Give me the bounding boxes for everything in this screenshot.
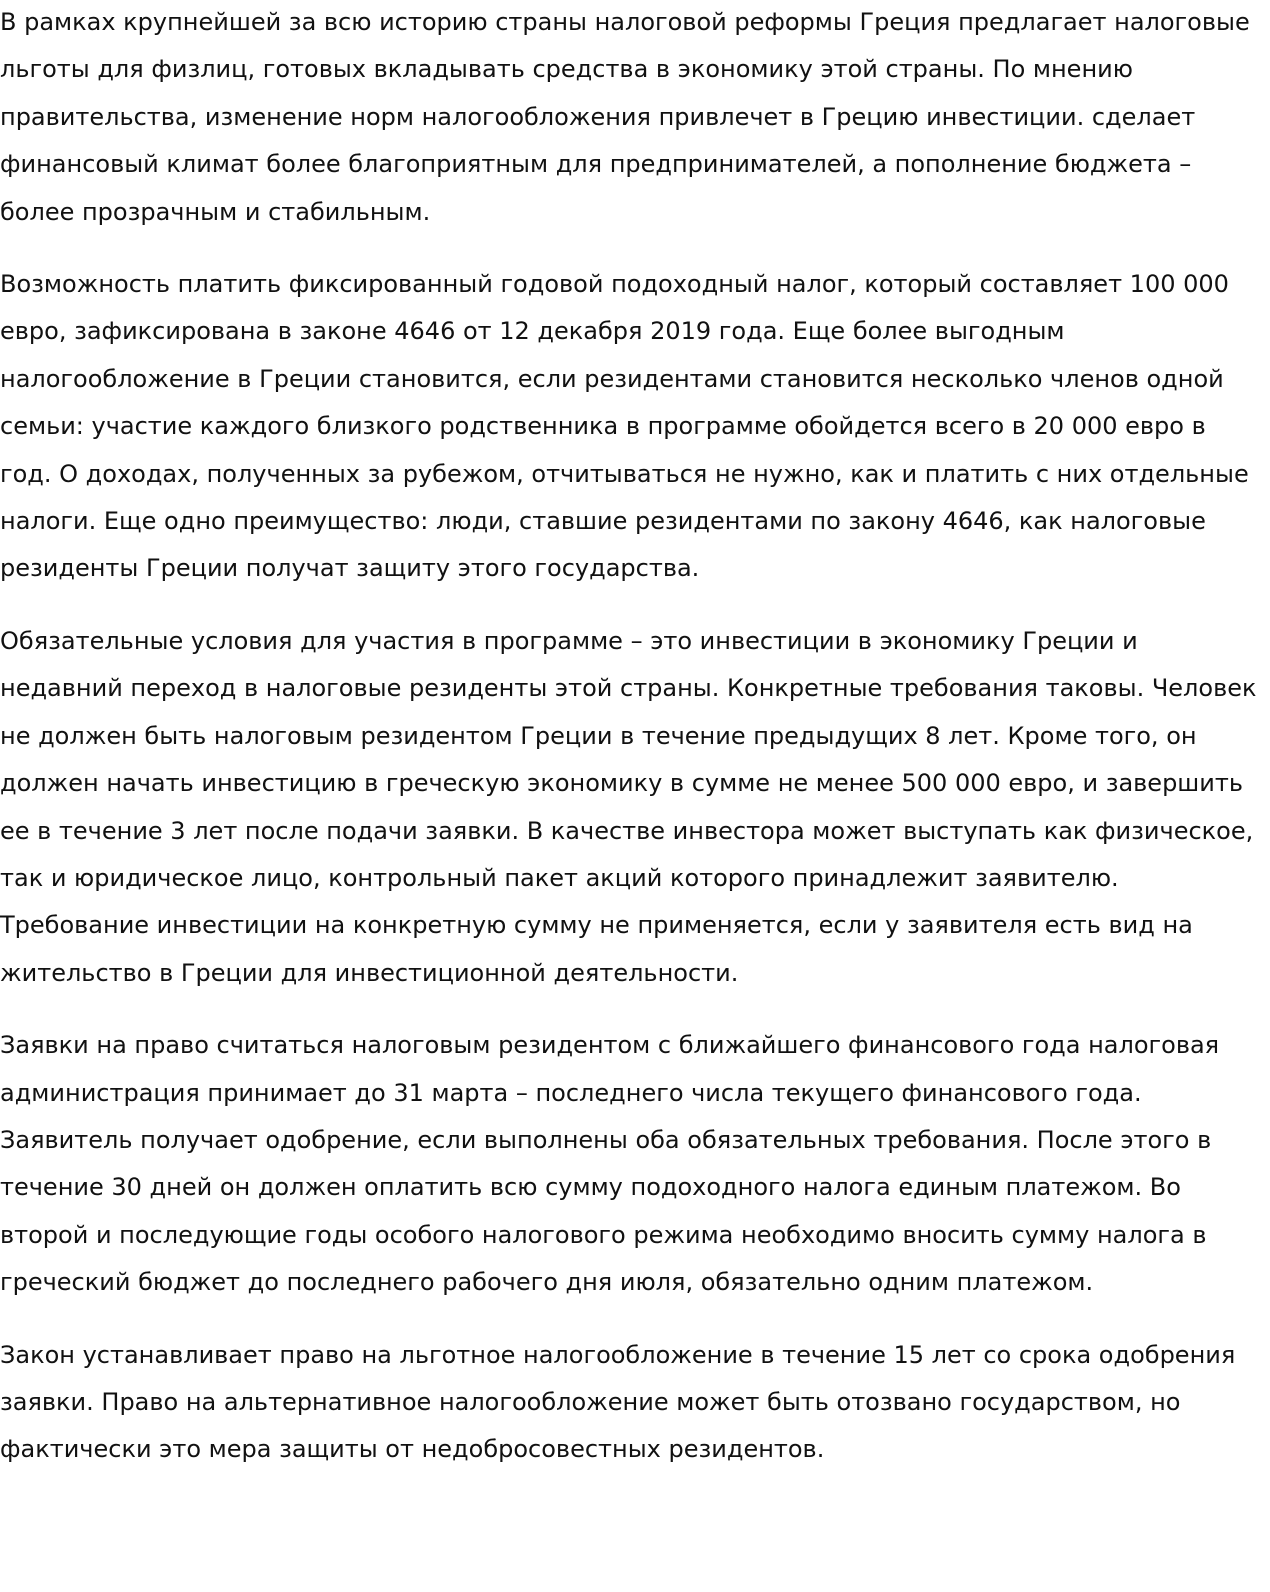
paragraph: Возможность платить фиксированный годовой подоходный налог, который составляет 100 000 евро, зафиксирована в законе 4646 от 12 декабря 2019 года. Еще более выгодным налогообложение в Греции становится, если резидентами становится несколько членов одной семьи: участие каждого близкого родственника в программе обойдется всего в 20 000 евро в год. О доходах, полученных за рубежом, отчитываться не нужно, как и платить с них отдельные налоги. Еще одно преимущество: люди, ставшие резидентами по закону 4646, как налоговые резиденты Греции получат защиту этого государства. bbox=[0, 270, 1249, 583]
paragraph: Заявки на право считаться налоговым резидентом с ближайшего финансового года налоговая администрация принимает до 31 марта – последнего числа текущего финансового года. Заявитель получает одобрение, если выполнены оба обязательных требования. После этого в течение 30 дней он должен оплатить всю сумму подоходного налога единым платежом. Во второй и последующие годы особого налогового режима необходимо вносить сумму налога в греческий бюджет до последнего рабочего дня июля, обязательно одним платежом. bbox=[0, 1031, 1220, 1297]
paragraph: Обязательные условия для участия в программе – это инвестиции в экономику Греции и недавний переход в налоговые резиденты этой страны. Конкретные требования таковы. Человек не должен быть налоговым резидентом Греции в течение предыдущих 8 лет. Кроме того, он должен начать инвестицию в греческую экономику в сумме не менее 500 000 евро, и завершить ее в течение 3 лет после подачи заявки. В качестве инвестора может выступать как физическое, так и юридическое лицо, контрольный пакет акций которого принадлежит заявителю. Требование инвестиции на конкретную сумму не применяется, если у заявителя есть вид на жительство в Греции для инвестиционной деятельности. bbox=[0, 626, 1257, 987]
paragraph: Закон устанавливает право на льготное налогообложение в течение 15 лет со срока одобрения заявки. Право на альтернативное налогообложение может быть отозвано государством, но фактически это мера защиты от недобросовестных резидентов. bbox=[0, 1340, 1236, 1464]
paragraph: В рамках крупнейшей за всю историю страны налоговой реформы Греция предлагает налоговые льготы для физлиц, готовых вкладывать средства в экономику этой страны. По мнению правительства, изменение норм налогообложения привлечет в Грецию инвестиции. сделает финансовый климат более благоприятным для предпринимателей, а пополнение бюджета – более прозрачным и стабильным. bbox=[0, 8, 1250, 226]
